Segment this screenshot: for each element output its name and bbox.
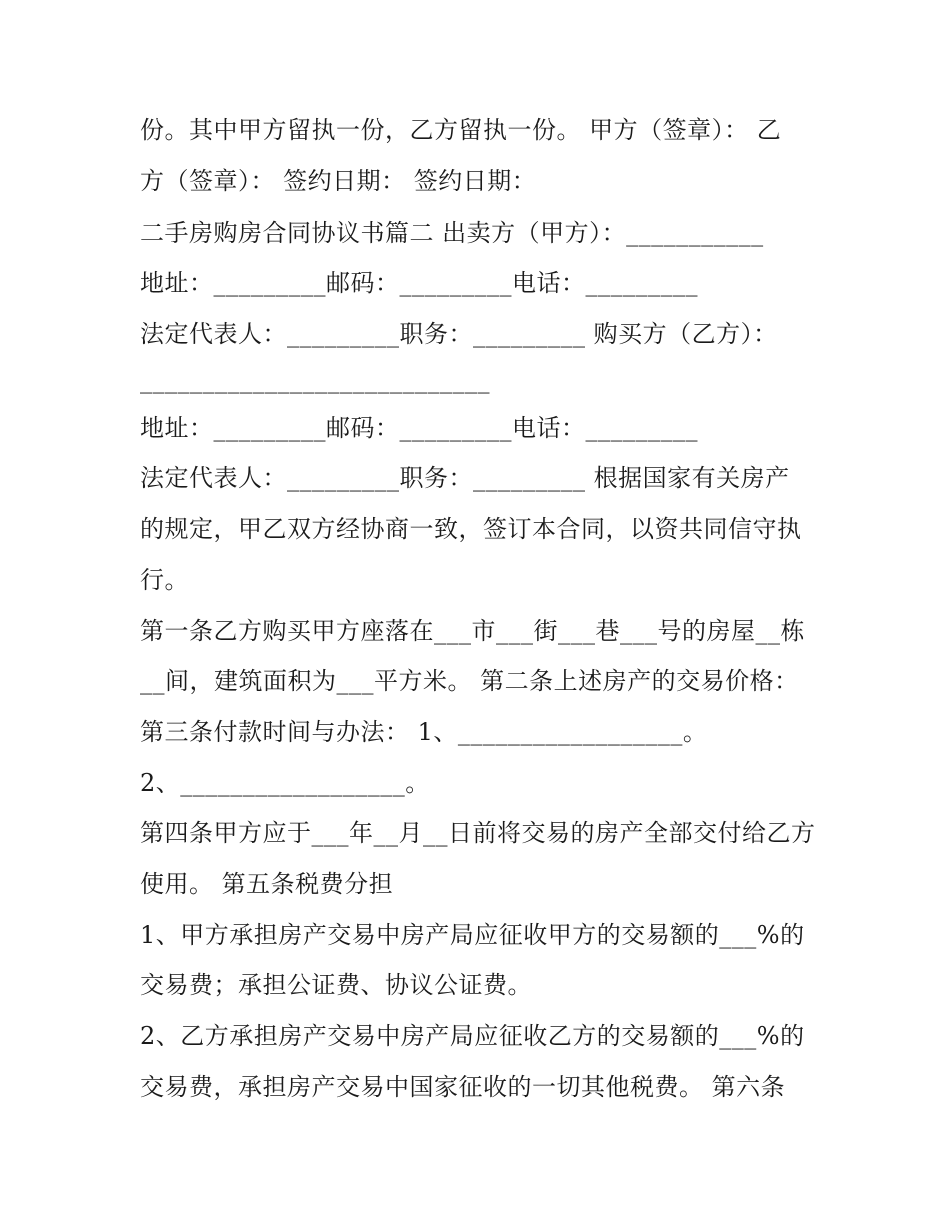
text-line: 使用。 第五条税费分担 [140,870,394,898]
text-line: 交易费，承担房产交易中国家征收的一切其他税费。 第六条 [140,1073,786,1101]
text-line: 二手房购房合同协议书篇二 出卖方（甲方）：___________ [140,219,764,247]
text-line: 地址：_________邮码：_________电话：_________ [140,269,698,297]
text-line: 第四条甲方应于___年__月__日前将交易的房产全部交付给乙方 [140,819,816,847]
text-line: 地址：_________邮码：_________电话：_________ [140,414,698,442]
text-line: 份。其中甲方留执一份，乙方留执一份。 甲方（签章）： 乙 [140,116,782,144]
text-line: 1、甲方承担房产交易中房产局应征收甲方的交易额的___%的 [140,921,805,949]
text-line: __间，建筑面积为___平方米。 第二条上述房产的交易价格： [140,667,799,695]
text-line: 2、__________________。 [140,769,430,797]
text-line: 2、乙方承担房产交易中房产局应征收乙方的交易额的___%的 [140,1022,805,1050]
text-line: 行。 [140,566,189,594]
text-line: 的规定，甲乙双方经协商一致，签订本合同，以资共同信守执 [140,515,802,543]
text-line: 交易费；承担公证费、协议公证费。 [140,971,532,999]
text-line: 法定代表人：_________职务：_________ 根据国家有关房产 [140,464,790,492]
text-line: 法定代表人：_________职务：_________ 购买方（乙方）： [140,320,778,348]
text-line: 第三条付款时间与办法： 1、__________________。 [140,718,708,746]
text-line: 第一条乙方购买甲方座落在___市___街___巷___号的房屋__栋 [140,617,805,645]
text-line: ____________________________ [140,366,490,394]
text-line: 方（签章）： 签约日期： 签约日期： [140,167,537,195]
